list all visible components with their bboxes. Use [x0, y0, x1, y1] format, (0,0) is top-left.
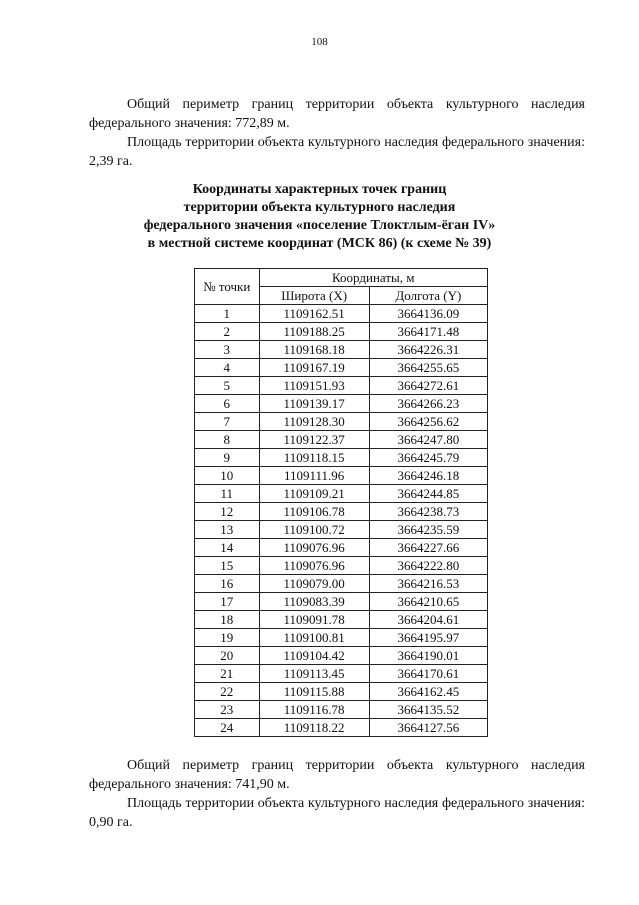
longitude-cell: 3664256.62 [369, 413, 487, 431]
title-line: в местной системе координат (МСК 86) (к схеме № 39) [147, 236, 492, 251]
header-coordinates: Координаты, м [259, 269, 487, 287]
table-row [195, 395, 488, 413]
point-number-cell: 5 [195, 377, 260, 395]
table-row [195, 467, 488, 485]
point-number-cell: 4 [195, 359, 260, 377]
longitude-cell: 3664235.59 [369, 521, 487, 539]
longitude-cell: 3664226.31 [369, 341, 487, 359]
point-number-cell: 20 [195, 647, 260, 665]
latitude-cell: 1109128.30 [259, 413, 369, 431]
longitude-cell: 3664190.01 [369, 647, 487, 665]
table-row [195, 647, 488, 665]
table-row [195, 377, 488, 395]
latitude-cell: 1109111.96 [259, 467, 369, 485]
point-number-cell: 18 [195, 611, 260, 629]
table-row [195, 683, 488, 701]
table-row [195, 557, 488, 575]
coordinates-table [194, 268, 488, 737]
area-paragraph-top: Площадь территории объекта культурного наследия федерального значения: 2,39 га. [89, 135, 585, 169]
point-number-cell: 24 [195, 719, 260, 737]
latitude-cell: 1109115.88 [259, 683, 369, 701]
title-line: территории объекта культурного наследия [183, 200, 456, 215]
longitude-cell: 3664210.65 [369, 593, 487, 611]
table-row [195, 539, 488, 557]
point-number-cell: 12 [195, 503, 260, 521]
table-row [195, 359, 488, 377]
latitude-cell: 1109104.42 [259, 647, 369, 665]
longitude-cell: 3664204.61 [369, 611, 487, 629]
point-number-cell: 9 [195, 449, 260, 467]
table-row [195, 665, 488, 683]
point-number-cell: 6 [195, 395, 260, 413]
latitude-cell: 1109100.81 [259, 629, 369, 647]
table-row [195, 503, 488, 521]
latitude-cell: 1109076.96 [259, 539, 369, 557]
perimeter-paragraph-bottom: Общий периметр границ территории объекта культурного наследия федерального значения: 741,90 м. [89, 758, 585, 792]
latitude-cell: 1109162.51 [259, 305, 369, 323]
longitude-cell: 3664222.80 [369, 557, 487, 575]
table-row [195, 611, 488, 629]
longitude-cell: 3664195.97 [369, 629, 487, 647]
latitude-cell: 1109076.96 [259, 557, 369, 575]
table-row [195, 323, 488, 341]
area-paragraph-bottom: Площадь территории объекта культурного наследия федерального значения: 0,90 га. [89, 796, 585, 830]
table-row [195, 719, 488, 737]
table-row [195, 521, 488, 539]
table-row [195, 701, 488, 719]
point-number-cell: 14 [195, 539, 260, 557]
table-row [195, 485, 488, 503]
longitude-cell: 3664135.52 [369, 701, 487, 719]
point-number-cell: 1 [195, 305, 260, 323]
latitude-cell: 1109118.22 [259, 719, 369, 737]
point-number-cell: 15 [195, 557, 260, 575]
table-row [195, 593, 488, 611]
latitude-cell: 1109139.17 [259, 395, 369, 413]
latitude-cell: 1109113.45 [259, 665, 369, 683]
point-number-cell: 11 [195, 485, 260, 503]
table-row [195, 341, 488, 359]
longitude-cell: 3664216.53 [369, 575, 487, 593]
longitude-cell: 3664162.45 [369, 683, 487, 701]
point-number-cell: 7 [195, 413, 260, 431]
point-number-cell: 17 [195, 593, 260, 611]
longitude-cell: 3664245.79 [369, 449, 487, 467]
table-row [195, 431, 488, 449]
longitude-cell: 3664127.56 [369, 719, 487, 737]
table-row [195, 629, 488, 647]
point-number-cell: 13 [195, 521, 260, 539]
latitude-cell: 1109118.15 [259, 449, 369, 467]
latitude-cell: 1109109.21 [259, 485, 369, 503]
longitude-cell: 3664170.61 [369, 665, 487, 683]
latitude-cell: 1109106.78 [259, 503, 369, 521]
point-number-cell: 8 [195, 431, 260, 449]
longitude-cell: 3664244.85 [369, 485, 487, 503]
perimeter-paragraph-top: Общий периметр границ территории объекта культурного наследия федерального значения: 772,89 м. [89, 97, 585, 131]
point-number-cell: 19 [195, 629, 260, 647]
header-point-number: № точки [195, 269, 260, 305]
longitude-cell: 3664272.61 [369, 377, 487, 395]
longitude-cell: 3664227.66 [369, 539, 487, 557]
latitude-cell: 1109100.72 [259, 521, 369, 539]
table-row [195, 413, 488, 431]
page-number: 108 [311, 36, 328, 48]
point-number-cell: 21 [195, 665, 260, 683]
latitude-cell: 1109091.78 [259, 611, 369, 629]
title-line: Координаты характерных точек границ [192, 182, 447, 197]
coordinates-table-body [195, 305, 488, 737]
point-number-cell: 22 [195, 683, 260, 701]
longitude-cell: 3664247.80 [369, 431, 487, 449]
latitude-cell: 1109168.18 [259, 341, 369, 359]
longitude-cell: 3664238.73 [369, 503, 487, 521]
longitude-cell: 3664171.48 [369, 323, 487, 341]
point-number-cell: 16 [195, 575, 260, 593]
longitude-cell: 3664266.23 [369, 395, 487, 413]
latitude-cell: 1109079.00 [259, 575, 369, 593]
latitude-cell: 1109151.93 [259, 377, 369, 395]
title-line: федерального значения «поселение Тлоктлым-ёган IV» [143, 218, 496, 233]
point-number-cell: 10 [195, 467, 260, 485]
latitude-cell: 1109188.25 [259, 323, 369, 341]
table-row [195, 449, 488, 467]
point-number-cell: 23 [195, 701, 260, 719]
point-number-cell: 3 [195, 341, 260, 359]
table-row [195, 305, 488, 323]
longitude-cell: 3664255.65 [369, 359, 487, 377]
point-number-cell: 2 [195, 323, 260, 341]
header-latitude-x: Широта (X) [259, 287, 369, 305]
header-longitude-y: Долгота (Y) [369, 287, 487, 305]
table-row [195, 575, 488, 593]
latitude-cell: 1109122.37 [259, 431, 369, 449]
longitude-cell: 3664246.18 [369, 467, 487, 485]
latitude-cell: 1109116.78 [259, 701, 369, 719]
table-title [0, 181, 639, 253]
latitude-cell: 1109083.39 [259, 593, 369, 611]
latitude-cell: 1109167.19 [259, 359, 369, 377]
longitude-cell: 3664136.09 [369, 305, 487, 323]
